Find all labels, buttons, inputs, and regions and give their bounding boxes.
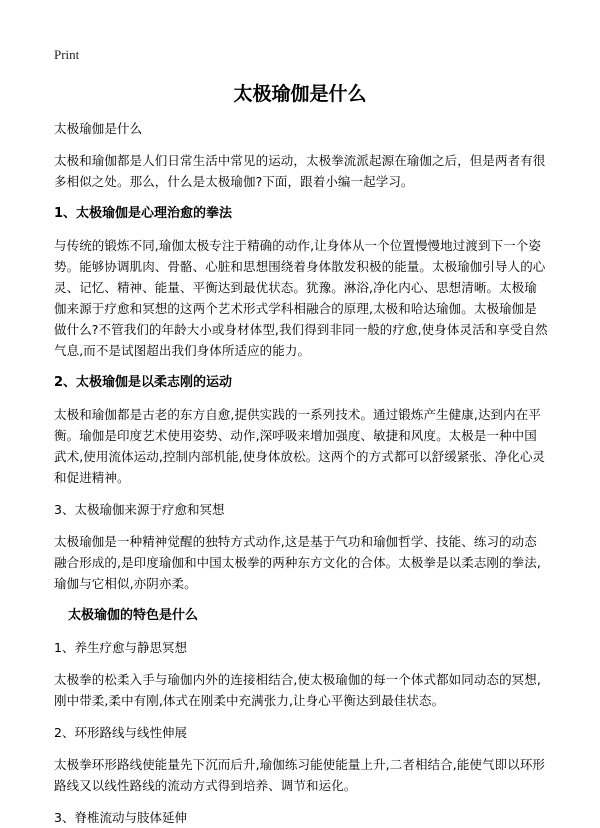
section3-paragraph: 太极瑜伽是一种精神觉醒的独特方式动作,这是基于气功和瑜伽哲学、技能、练习的动态融合形成的,是印度瑜伽和中国太极拳的两种东方文化的合体。太极拳是以柔志刚的拳法,瑜伽与它相似,亦阴亦柔。 [54,534,541,591]
section2-heading: 2、太极瑜伽是以柔志刚的运动 [54,375,233,390]
feature1-heading: 1、养生疗愈与静思冥想 [54,640,187,655]
intro-paragraph: 太极和瑜伽都是人们日常生活中常见的运动，太极拳流派起源在瑜伽之后，但是两者有很多相似之处。那么，什么是太极瑜伽?下面，跟着小编一起学习。 [54,153,546,189]
article-body [54,118,549,828]
feature3-heading: 3、脊椎流动与肢体延伸 [54,810,187,825]
feature2-heading: 2、环形路线与线性伸展 [54,725,187,740]
document-title: 太极瑜伽是什么 [233,83,367,105]
section2-paragraph: 太极和瑜伽都是古老的东方自愈,提供实践的一系列技术。通过锻炼产生健康,达到内在平衡。瑜伽是印度艺术使用姿势、动作,深呼吸来增加强度、敏捷和风度。太极是一种中国武术,使用流体运动,控制内部机能,使身体放松。这两个的方式都可以舒缓紧张、净化心灵和促进精神。 [54,407,546,485]
features-heading: 太极瑜伽的特色是什么 [68,608,199,623]
print-link[interactable]: Print [54,47,80,62]
section1-paragraph: 与传统的锻炼不同,瑜伽太极专注于精确的动作,让身体从一个位置慢慢地过渡到下一个姿势。能够协调肌肉、骨骼、心脏和思想围绕着身体散发积极的能量。太极瑜伽引导人的心灵、记忆、精神、能量、平衡达到最优状态。犹豫。淋浴,净化内心、思想清晰。太极瑜伽来源于疗愈和冥想的这两个艺术形式学科相融合的原理,太极和哈达瑜伽。太极瑜伽是做什么?不管我们的年龄大小或身材体型,我们得到非同一般的疗愈,使身体灵活和享受自然气息,而不是试图超出我们身体所适应的能力。 [54,238,548,358]
feature1-paragraph: 太极拳的松柔入手与瑜伽内外的连接相结合,使太极瑜伽的每一个体式都如同动态的冥想,刚中带柔,柔中有刚,体式在刚柔中充满张力,让身心平衡达到最佳状态。 [54,672,541,708]
section1-heading: 1、太极瑜伽是心理治愈的拳法 [54,206,233,221]
intro-title: 太极瑜伽是什么 [54,121,143,136]
section3-heading: 3、太极瑜伽来源于疗愈和冥想 [54,502,225,517]
feature2-paragraph: 太极拳环形路线使能量先下沉而后升,瑜伽练习能使能量上升,二者相结合,能使气即以环形路线又以线性路线的流动方式得到培养、调节和运化。 [54,757,546,793]
